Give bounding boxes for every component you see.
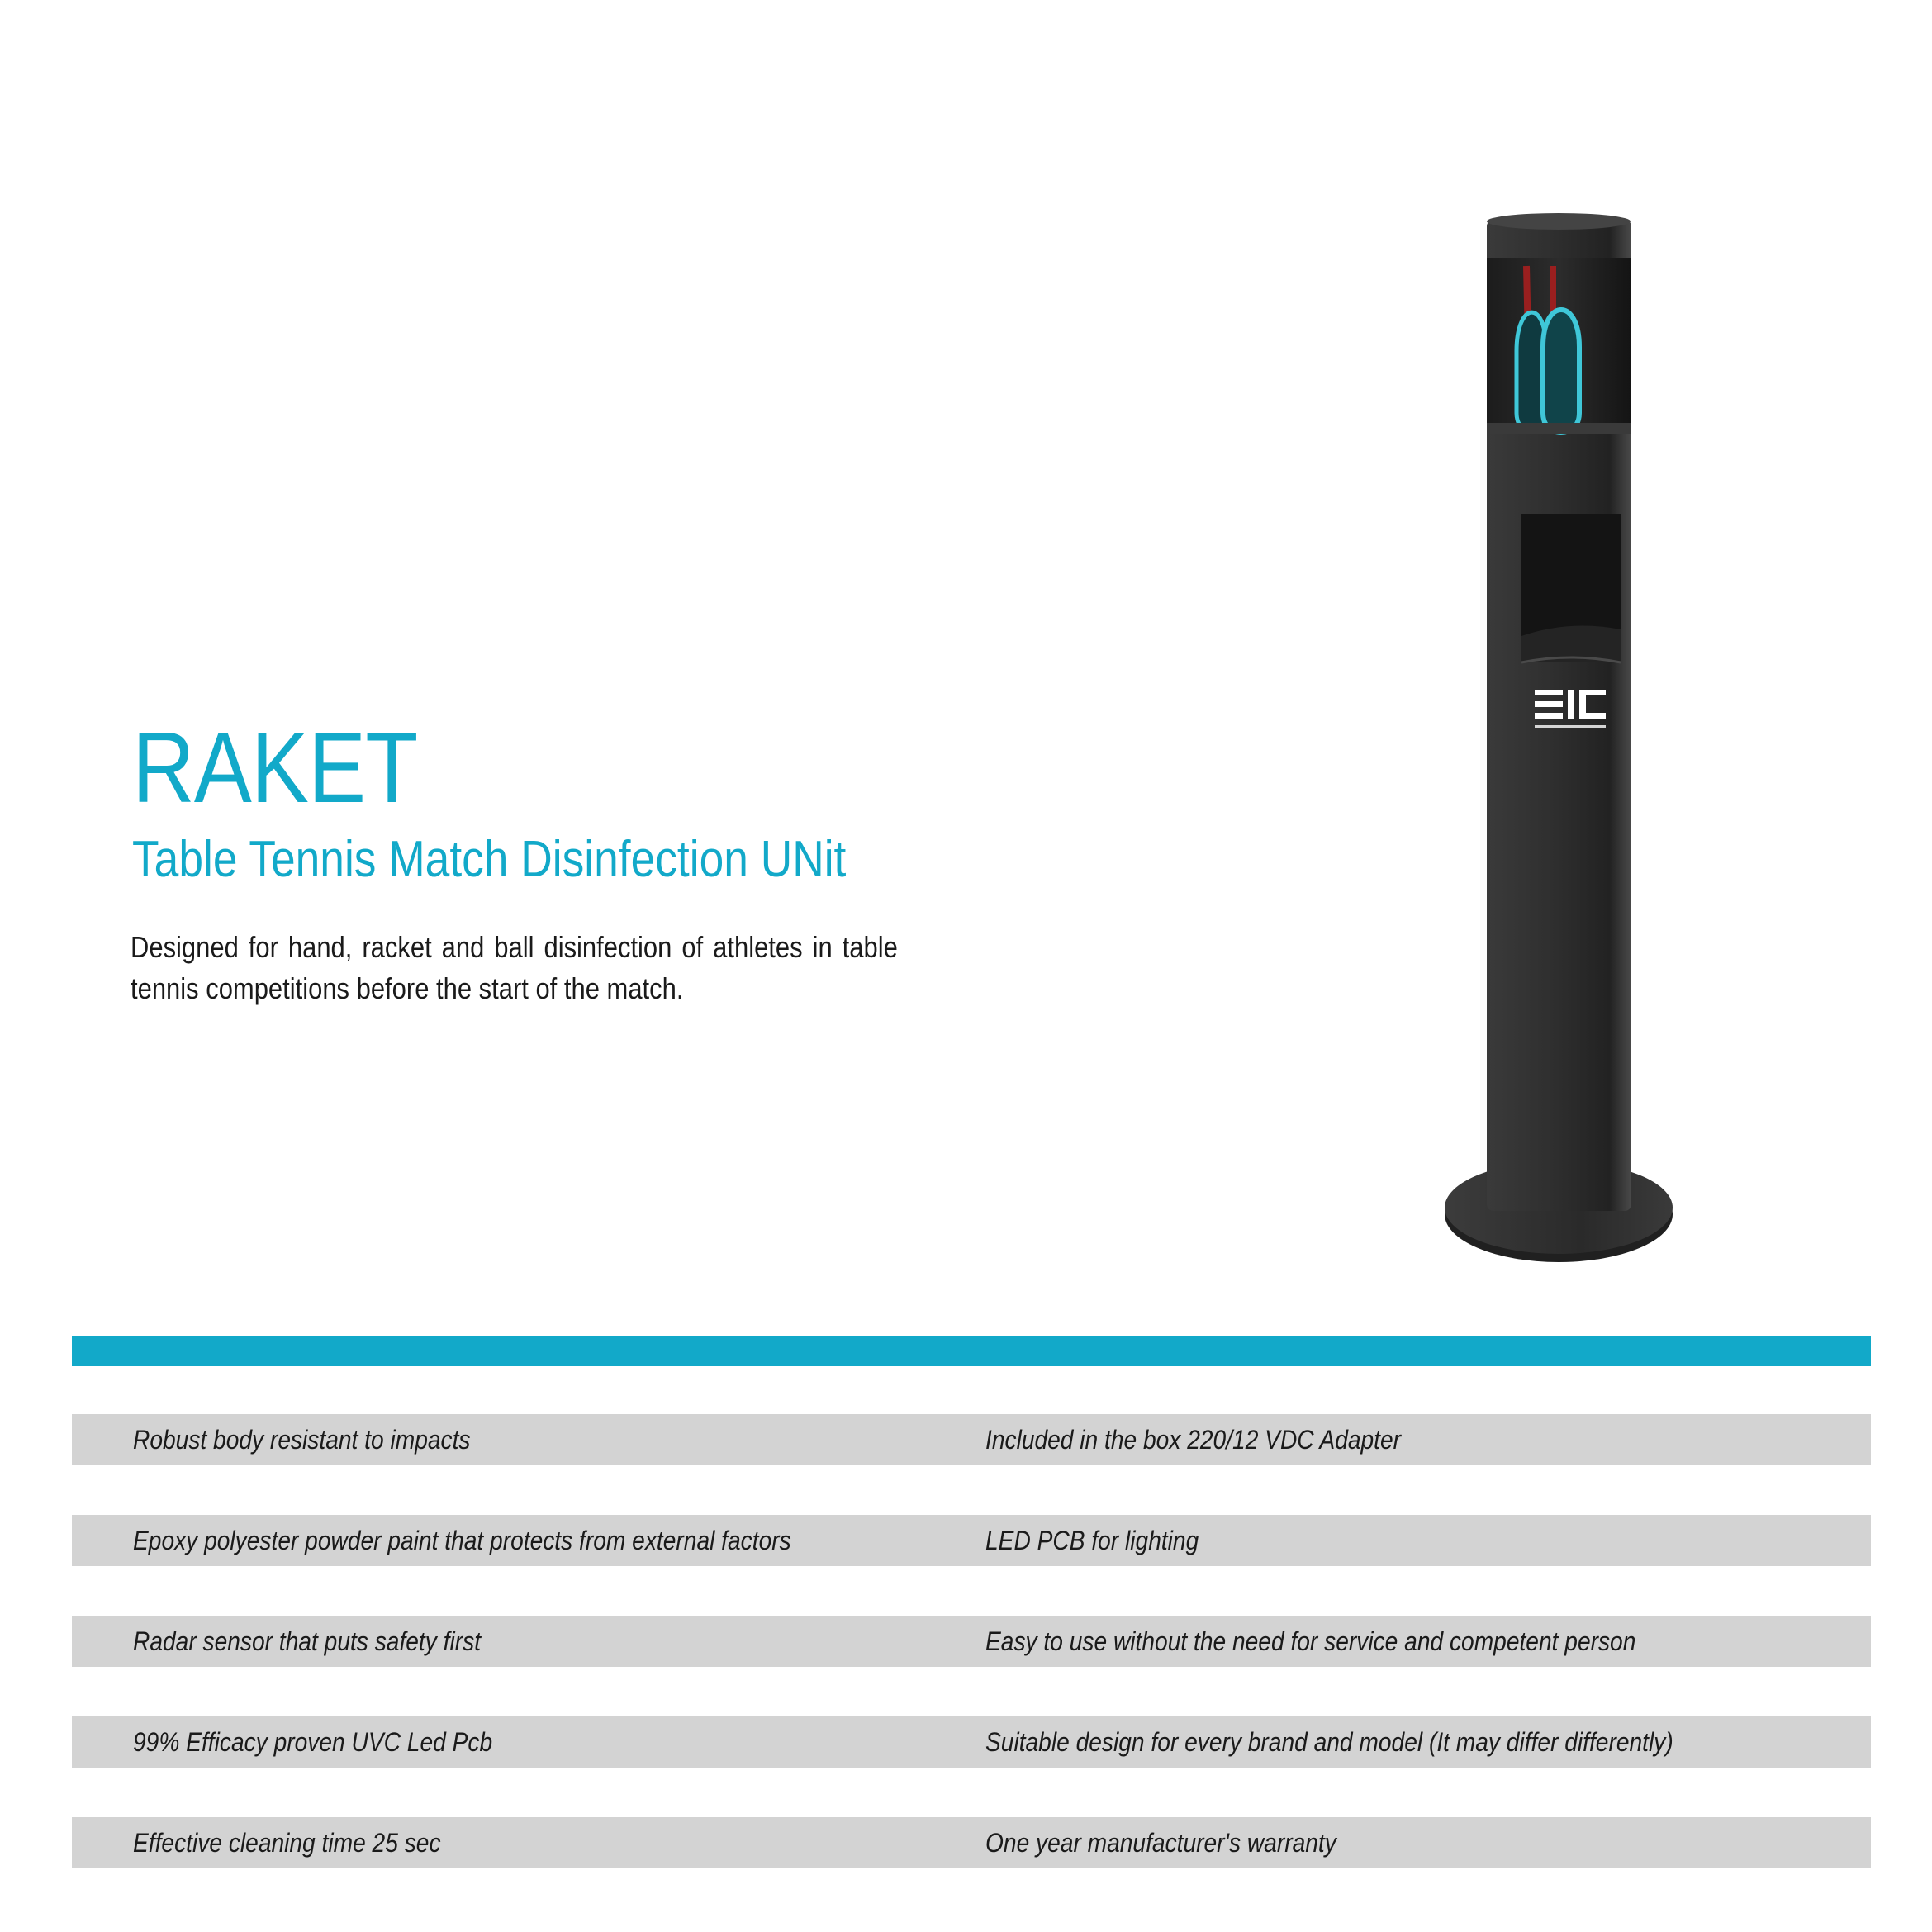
feature-text: 99% Efficacy proven UVC Led Pcb [133, 1727, 493, 1757]
feature-text: Suitable design for every brand and model (It may differ differently) [985, 1727, 1673, 1757]
feature-text: Easy to use without the need for service and competent person [985, 1626, 1636, 1656]
product-subtitle: Table Tennis Match Disinfection UNit [132, 831, 847, 888]
product-description: Designed for hand, racket and ball disinfection of athletes in table tennis competitions before the start of the match. [131, 930, 898, 1005]
feature-text: Included in the box 220/12 VDC Adapter [985, 1425, 1402, 1455]
feature-text: Robust body resistant to impacts [133, 1425, 471, 1455]
feature-row [72, 1817, 1871, 1868]
feature-text: Effective cleaning time 25 sec [133, 1828, 441, 1858]
feature-row [72, 1616, 1871, 1667]
product-title: RAKET [132, 711, 418, 824]
feature-text: One year manufacturer's warranty [985, 1828, 1336, 1858]
feature-text: LED PCB for lighting [985, 1526, 1199, 1555]
feature-row [72, 1716, 1871, 1768]
feature-row [72, 1515, 1871, 1566]
feature-text: Epoxy polyester powder paint that protects from external factors [133, 1526, 791, 1555]
product-image [1429, 206, 1685, 1280]
feature-row [72, 1414, 1871, 1465]
accent-divider [72, 1336, 1871, 1366]
feature-text: Radar sensor that puts safety first [133, 1626, 482, 1656]
racket-chamber [1487, 258, 1631, 434]
hand-slot [1521, 514, 1621, 662]
